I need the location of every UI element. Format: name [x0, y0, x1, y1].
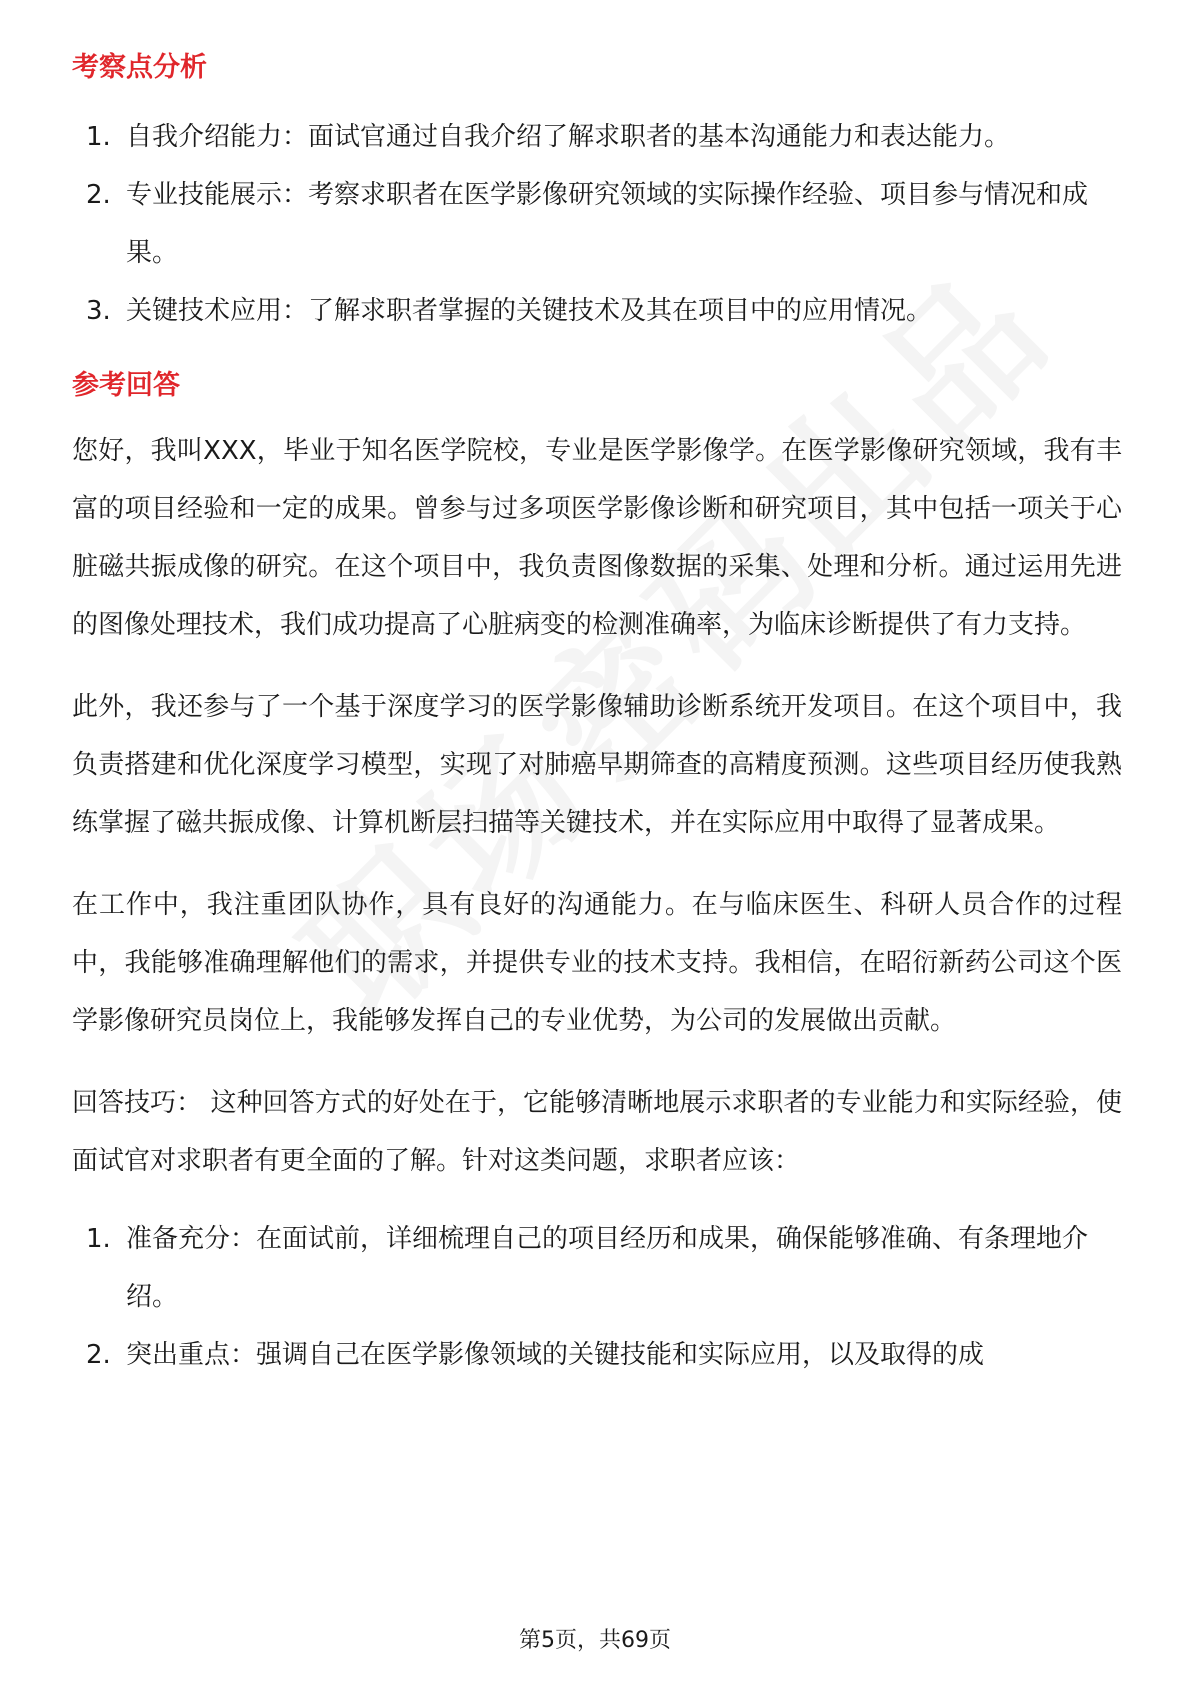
- list-item-text: 自我介绍能力：面试官通过自我介绍了解求职者的基本沟通能力和表达能力。: [126, 122, 1011, 152]
- list-number: 1.: [86, 122, 111, 152]
- section-title-analysis: 考察点分析: [72, 52, 207, 83]
- page-number-footer: 第5页，共69页: [519, 1628, 671, 1653]
- list-item: [72, 166, 1122, 282]
- answer-paragraph: 此外，我还参与了一个基于深度学习的医学影像辅助诊断系统开发项目。在这个项目中，我负责搭建和优化深度学习模型，实现了对肺癌早期筛查的高精度预测。这些项目经历使我熟练掌握了磁共振成像、计算机断层扫描等关键技术，并在实际应用中取得了显著成果。: [72, 692, 1122, 838]
- answer-paragraph: 在工作中，我注重团队协作，具有良好的沟通能力。在与临床医生、科研人员合作的过程中，我能够准确理解他们的需求，并提供专业的技术支持。我相信，在昭衍新药公司这个医学影像研究员岗位上，我能够发挥自己的专业优势，为公司的发展做出贡献。: [72, 890, 1122, 1036]
- section-title-reference-answer: 参考回答: [72, 370, 180, 401]
- list-number: 2.: [86, 1340, 111, 1370]
- list-item-text: 突出重点：强调自己在医学影像领域的关键技能和实际应用，以及取得的成: [126, 1340, 985, 1370]
- list-item: [72, 1210, 1122, 1326]
- list-item-text: 准备充分：在面试前，详细梳理自己的项目经历和成果，确保能够准确、有条理地介绍。: [126, 1224, 1089, 1312]
- analysis-list: [72, 108, 1122, 340]
- list-item-text: 关键技术应用：了解求职者掌握的关键技术及其在项目中的应用情况。: [126, 296, 933, 326]
- page-content: [72, 48, 1122, 1384]
- list-item: [72, 1326, 1122, 1384]
- list-number: 1.: [86, 1224, 111, 1254]
- tips-list: [72, 1210, 1122, 1384]
- list-item: [72, 108, 1122, 166]
- list-number: 2.: [86, 180, 111, 210]
- answer-paragraph: 您好，我叫XXX，毕业于知名医学院校，专业是医学影像学。在医学影像研究领域，我有丰富的项目经验和一定的成果。曾参与过多项医学影像诊断和研究项目，其中包括一项关于心脏磁共振成像的研究。在这个项目中，我负责图像数据的采集、处理和分析。通过运用先进的图像处理技术，我们成功提高了心脏病变的检测准确率，为临床诊断提供了有力支持。: [72, 436, 1122, 640]
- answer-tips-paragraph: 回答技巧： 这种回答方式的好处在于，它能够清晰地展示求职者的专业能力和实际经验，使面试官对求职者有更全面的了解。针对这类问题，求职者应该：: [72, 1088, 1122, 1176]
- list-number: 3.: [86, 296, 111, 326]
- list-item-text: 专业技能展示：考察求职者在医学影像研究领域的实际操作经验、项目参与情况和成果。: [126, 180, 1089, 268]
- list-item: [72, 282, 1122, 340]
